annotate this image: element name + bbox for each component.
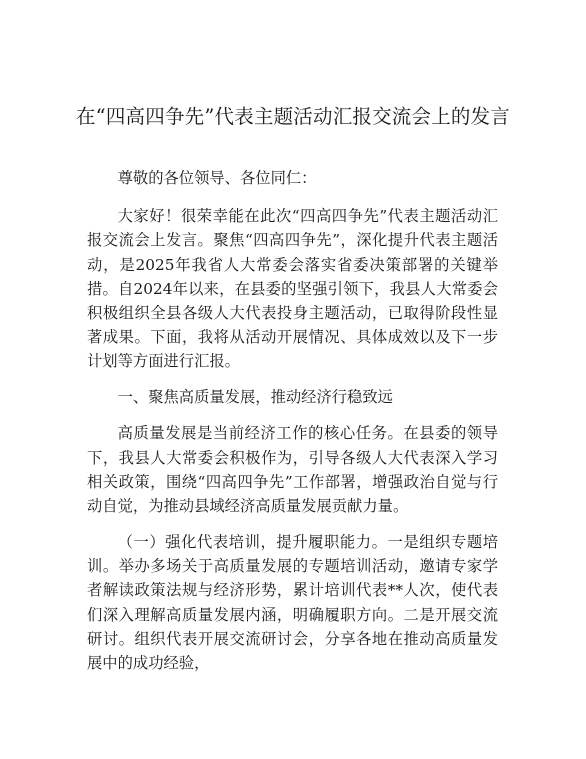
- document-title: 在“四高四争先”代表主题活动汇报交流会上的发言: [75, 105, 511, 128]
- body-paragraph-training: （一）强化代表培训，提升履职能力。一是组织专题培训。举办多场关于高质量发展的专题培训活动，邀请专家学者解读政策法规与经济形势，累计培训代表**人次，使代表们深入理解高质量发展内涵，明确履职方向。二是开展交流研讨。组织代表开展交流研讨会，分享各地在推动高质量发展中的成功经验，: [87, 533, 498, 673]
- body-paragraph-intro: 大家好！很荣幸能在此次“四高四争先”代表主题活动汇报交流会上发言。聚焦“四高四争先”，深化提升代表主题活动，是2025年我省人大常委会落实省委决策部署的关键举措。自2024年以来，在县委的坚强引领下，我县人大常委会积极组织全县各级人大代表投身主题活动，已取得阶段性显著成果。下面，我将从活动开展情况、具体成效以及下一步计划等方面进行汇报。: [87, 207, 498, 371]
- section-heading: 一、聚焦高质量发展，推动经济行稳致远: [117, 388, 393, 407]
- document-body: [87, 166, 498, 687]
- greeting-line: 尊敬的各位领导、各位同仁：: [117, 169, 317, 187]
- body-paragraph-section-intro: 高质量发展是当前经济工作的核心任务。在县委的领导下，我县人大常委会积极作为，引导各级人大代表深入学习相关政策，围绕“四高四争先”工作部署，增强政治自觉与行动自觉，为推动县域经济高质量发展贡献力量。: [87, 424, 498, 516]
